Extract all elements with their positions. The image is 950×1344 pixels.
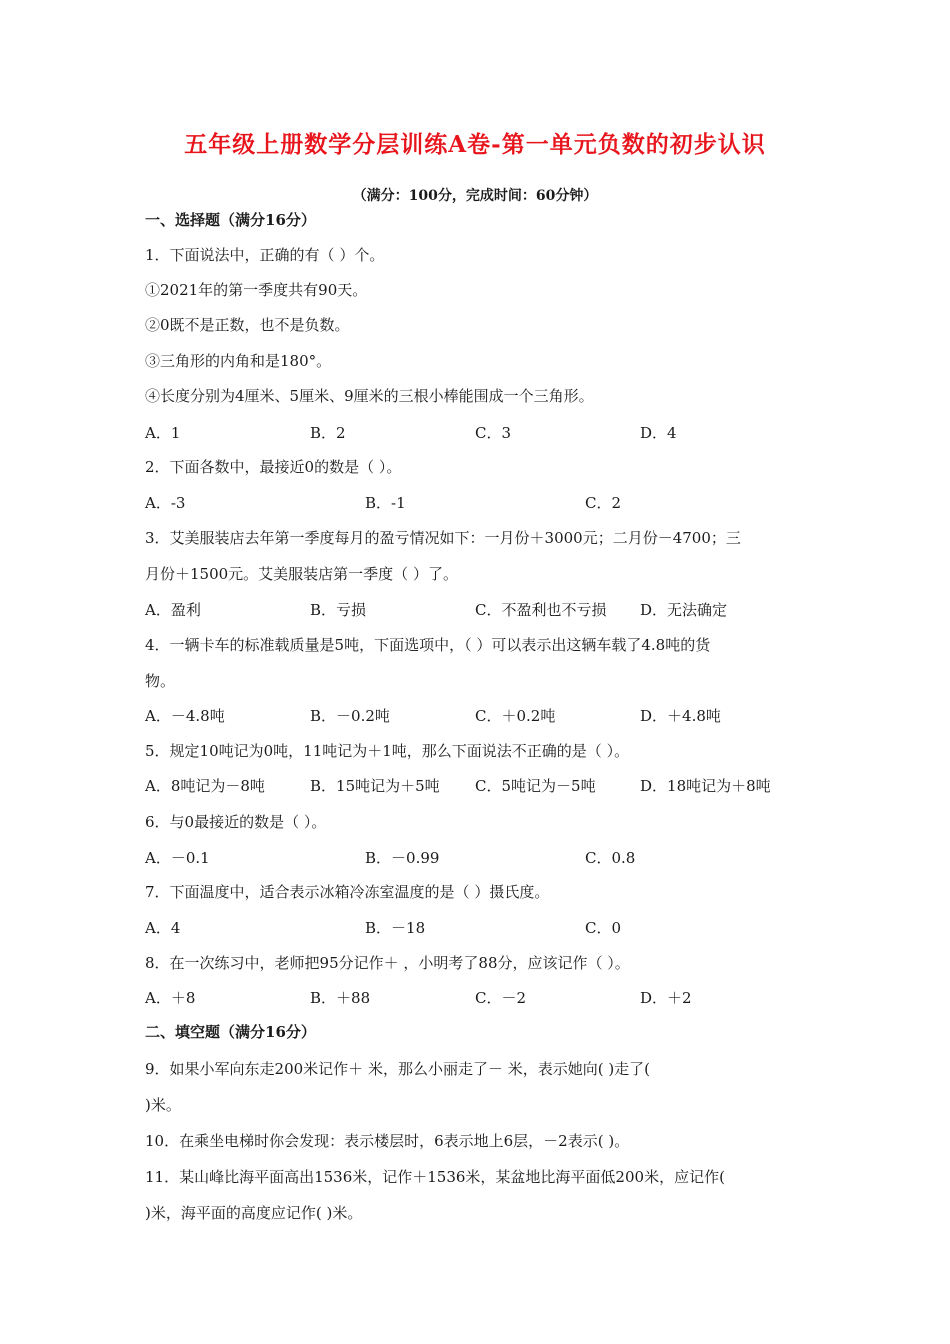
question-7-option: B．－18: [365, 919, 426, 937]
section-heading-fill-in: 二、填空题（满分16分）: [145, 1023, 316, 1041]
exam-info: （满分：100分，完成时间：60分钟）: [352, 188, 598, 204]
question-1-statement: ③三角形的内角和是180°。: [145, 352, 332, 370]
question-6-option: A．－0.1: [145, 849, 210, 867]
question-1-statement: ①2021年的第一季度共有90天。: [145, 281, 368, 299]
question-4-stem-continued: 物。: [145, 672, 176, 690]
question-10-stem: 10．在乘坐电梯时你会发现：表示楼层时，6表示地上6层，－2表示( )。: [145, 1132, 630, 1150]
question-2-option: B．-1: [365, 494, 406, 512]
question-2-option: C．2: [585, 494, 622, 512]
question-8-option: A．＋8: [145, 989, 196, 1007]
question-3-stem: 3．艾美服装店去年第一季度每月的盈亏情况如下：一月份＋3000元；二月份－4700；三: [145, 529, 741, 547]
question-5-option: B．15吨记为＋5吨: [310, 777, 440, 795]
question-1-option: D．4: [640, 424, 677, 442]
question-4-stem: 4．一辆卡车的标准载质量是5吨，下面选项中，（ ）可以表示出这辆车载了4.8吨的货: [145, 636, 711, 654]
question-1-option: C．3: [475, 424, 512, 442]
question-8-option: B．＋88: [310, 989, 371, 1007]
question-8-stem: 8．在一次练习中，老师把95分记作＋ ，小明考了88分，应该记作（ ）。: [145, 954, 630, 972]
question-1-option: A．1: [145, 424, 181, 442]
question-7-stem: 7．下面温度中，适合表示冰箱冷冻室温度的是（ ）摄氏度。: [145, 883, 550, 901]
question-8-option: C．－2: [475, 989, 527, 1007]
question-1-option: B．2: [310, 424, 346, 442]
question-4-option: A．－4.8吨: [145, 707, 225, 725]
question-3-option: B．亏损: [310, 601, 367, 619]
question-6-option: C．0.8: [585, 849, 636, 867]
question-5-stem: 5．规定10吨记为0吨，11吨记为＋1吨，那么下面说法不正确的是（ ）。: [145, 742, 630, 760]
question-1-statement: ④长度分别为4厘米、5厘米、9厘米的三根小棒能围成一个三角形。: [145, 387, 594, 405]
question-11-stem: 11．某山峰比海平面高出1536米，记作＋1536米，某盆地比海平面低200米，应记作(: [145, 1168, 725, 1186]
question-6-option: B．－0.99: [365, 849, 440, 867]
question-9-stem-continued: )米。: [145, 1096, 181, 1114]
page-title: 五年级上册数学分层训练A卷-第一单元负数的初步认识: [184, 131, 766, 158]
question-3-option: D．无法确定: [640, 601, 728, 619]
question-4-option: D．＋4.8吨: [640, 707, 721, 725]
question-1-statement: ②0既不是正数，也不是负数。: [145, 316, 350, 334]
question-9-stem: 9．如果小军向东走200米记作＋ 米，那么小丽走了－ 米，表示她向( )走了(: [145, 1060, 651, 1078]
question-5-option: A．8吨记为－8吨: [145, 777, 265, 795]
question-5-option: C．5吨记为－5吨: [475, 777, 596, 795]
question-11-stem-continued: )米，海平面的高度应记作( )米。: [145, 1204, 363, 1222]
question-7-option: C．0: [585, 919, 622, 937]
question-4-option: C．＋0.2吨: [475, 707, 556, 725]
question-8-option: D．＋2: [640, 989, 692, 1007]
question-7-option: A．4: [145, 919, 181, 937]
section-heading-choice: 一、选择题（满分16分）: [145, 211, 316, 229]
question-2-stem: 2．下面各数中，最接近0的数是（ ）。: [145, 458, 402, 476]
question-6-stem: 6．与0最接近的数是（ ）。: [145, 813, 327, 831]
question-2-option: A．-3: [145, 494, 186, 512]
question-3-stem-continued: 月份＋1500元。艾美服装店第一季度（ ）了。: [145, 565, 458, 583]
question-5-option: D．18吨记为＋8吨: [640, 777, 771, 795]
question-3-option: C．不盈利也不亏损: [475, 601, 607, 619]
question-3-option: A．盈利: [145, 601, 201, 619]
question-4-option: B．－0.2吨: [310, 707, 390, 725]
question-1-stem: 1．下面说法中，正确的有（ ）个。: [145, 246, 385, 264]
